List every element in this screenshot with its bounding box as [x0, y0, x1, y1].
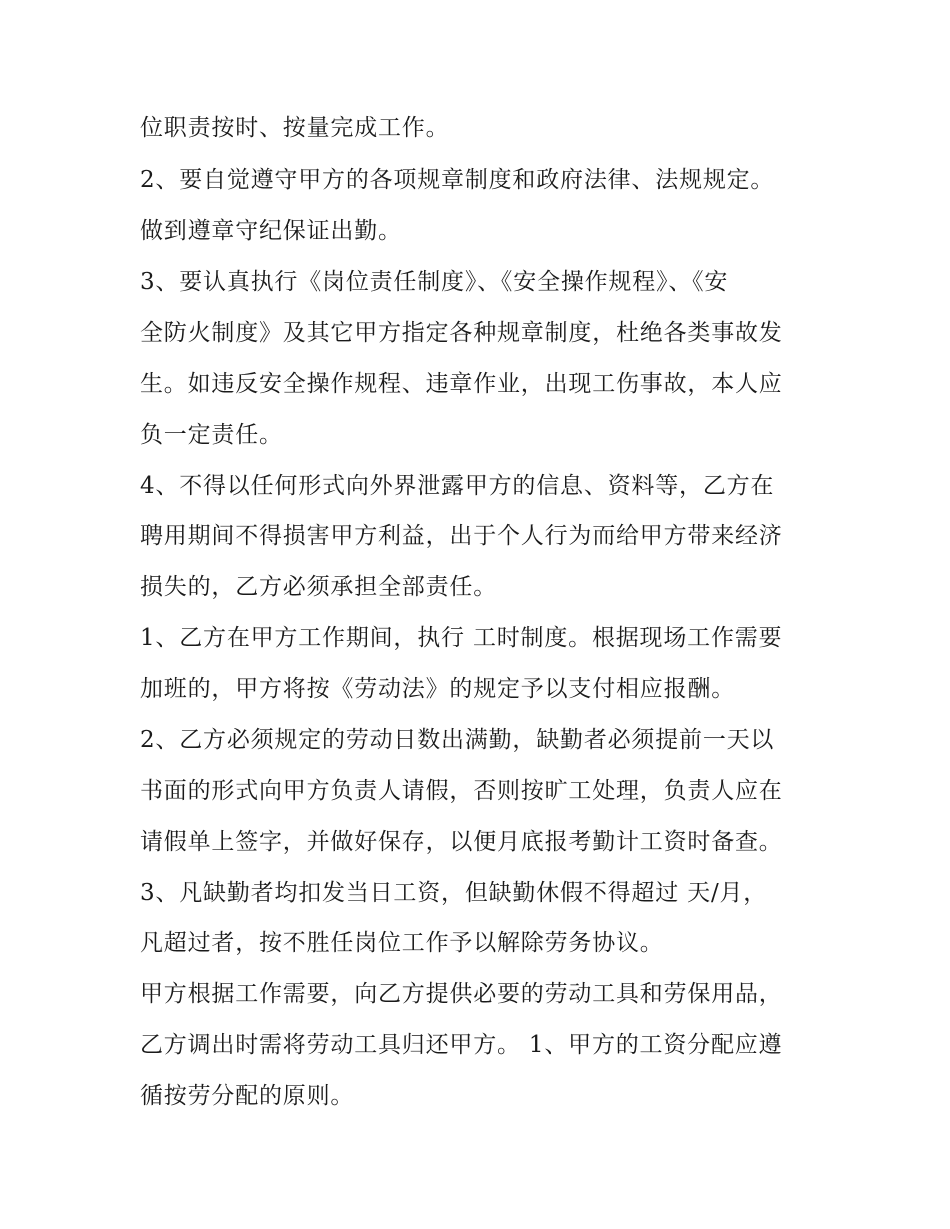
text-line: 循按劳分配的原则。	[140, 1083, 355, 1109]
text-line: 2、要自觉遵守甲方的各项规章制度和政府法律、法规规定。	[140, 167, 775, 193]
text-line: 书面的形式向甲方负责人请假，否则按旷工处理，负责人应在	[140, 778, 783, 804]
text-line: 2、乙方必须规定的劳动日数出满勤，缺勤者必须提前一天以	[140, 727, 775, 753]
text-line: 全防火制度》及其它甲方指定各种规章制度，杜绝各类事故发	[140, 320, 783, 346]
text-line: 1、乙方在甲方工作期间，执行 工时制度。根据现场工作需要	[140, 625, 783, 651]
text-line: 请假单上签字，并做好保存，以便月底报考勤计工资时备查。	[140, 829, 783, 855]
text-line: 负一定责任。	[140, 422, 283, 448]
text-line: 4、不得以任何形式向外界泄露甲方的信息、资料等，乙方在	[140, 473, 775, 499]
text-line: 3、要认真执行《岗位责任制度》、《安全操作规程》、《安	[140, 269, 729, 295]
text-line: 加班的，甲方将按《劳动法》的规定予以支付相应报酬。	[140, 676, 735, 702]
text-line: 损失的，乙方必须承担全部责任。	[140, 574, 497, 600]
text-line: 甲方根据工作需要，向乙方提供必要的劳动工具和劳保用品，	[140, 981, 783, 1007]
text-line: 聘用期间不得损害甲方利益，出于个人行为而给甲方带来经济	[140, 523, 783, 549]
text-line: 位职责按时、按量完成工作。	[140, 115, 450, 141]
text-line: 乙方调出时需将劳动工具归还甲方。 1、甲方的工资分配应遵	[140, 1032, 783, 1058]
text-line: 生。如违反安全操作规程、违章作业，出现工伤事故，本人应	[140, 371, 783, 397]
text-line: 凡超过者，按不胜任岗位工作予以解除劳务协议。	[140, 930, 664, 956]
text-line: 做到遵章守纪保证出勤。	[140, 218, 402, 244]
text-line: 3、凡缺勤者均扣发当日工资，但缺勤休假不得超过 天/月，	[140, 880, 768, 906]
